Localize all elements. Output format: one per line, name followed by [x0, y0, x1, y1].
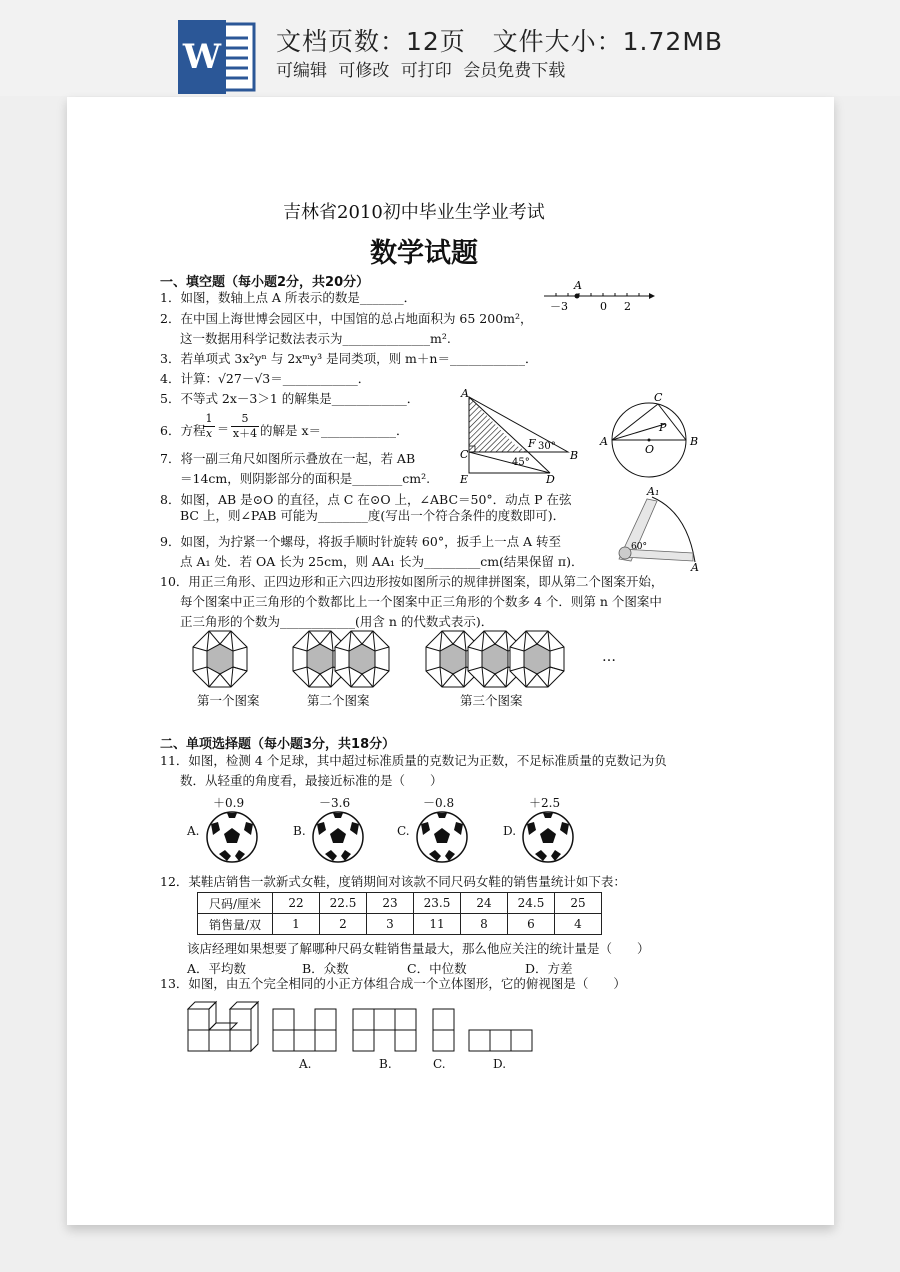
- question-2-line2: 这一数据用科学记数法表示为______________m².: [180, 331, 451, 346]
- ball-a-value: ＋0.9: [213, 796, 245, 810]
- table-cell: 2: [320, 914, 367, 935]
- tri-label-a: A: [461, 387, 469, 400]
- table-cell: 3: [367, 914, 414, 935]
- question-10-line1: 10．用正三角形、正四边形和正六四边形按如图所示的规律拼图案，即从第二个图案开始，: [160, 574, 664, 589]
- table-row: [198, 893, 602, 914]
- ball-d-letter: D.: [503, 824, 517, 838]
- question-12: 12．某鞋店销售一款新式女鞋，度销期间对该款不同尺码女鞋的销售量统计如下表：: [160, 874, 626, 889]
- cube-views-figure: [185, 997, 545, 1059]
- question-11-line2: 数．从轻重的角度看，最接近标准的是（ ）: [180, 773, 443, 788]
- question-1: 1．如图，数轴上点 A 所表示的数是_______．: [160, 290, 417, 305]
- tri-label-d: D: [546, 473, 555, 485]
- q13-option-b: B.: [379, 1057, 392, 1071]
- table-cell: 6: [508, 914, 555, 935]
- question-2-line1: 2．在中国上海世博会园区中，中国馆的总占地面积为 65 200m²，: [160, 311, 533, 326]
- question-9-line1: 9．如图，为拧紧一个螺母，将扳手顺时针旋转 60°，扳手上一点 A 转至: [160, 534, 562, 549]
- soccer-ball-icon: [205, 810, 259, 864]
- question-10-line3: 正三角形的个数为____________(用含 n 的代数式表示)．: [180, 614, 494, 629]
- tri-label-c: C: [460, 448, 469, 461]
- number-line-figure: [542, 277, 657, 313]
- q12-option-b: B．众数: [302, 961, 349, 976]
- tick-label-2: 2: [624, 300, 631, 313]
- question-8-line2: BC 上，则∠PAB 可能为________度(写出一个符合条件的度数即可)．: [180, 508, 566, 523]
- pattern-3-caption: 第三个图案: [460, 693, 523, 708]
- circle-label-o: O: [645, 443, 655, 456]
- question-13: 13．如图，由五个完全相同的小正方体组合成一个立体图形，它的俯视图是（ ）: [160, 976, 626, 991]
- tick-label-minus3: －3: [550, 300, 568, 313]
- question-10-line2: 每个图案中正三角形的个数都比上一个图案中正三角形的个数多 4 个．则第 n 个图案中: [180, 594, 662, 609]
- question-6-prefix: 6．方程: [160, 423, 206, 438]
- table-cell: 11: [414, 914, 461, 935]
- q12-option-a: A．平均数: [187, 961, 247, 976]
- wrench-label-a: A: [691, 561, 699, 572]
- ball-c-letter: C.: [397, 824, 410, 838]
- section-choice-heading: 二、单项选择题（每小题3分，共18分）: [160, 737, 396, 752]
- q13-option-a: A.: [299, 1057, 312, 1071]
- question-5: 5．不等式 2x－3＞1 的解集是____________．: [160, 391, 420, 406]
- wrench-label-a1: A₁: [647, 487, 660, 498]
- circle-label-a: A: [600, 435, 608, 448]
- question-9-line2: 点 A₁ 处．若 OA 长为 25cm，则 AA₁ 长为_________cm(结果保留 π)．: [180, 554, 584, 569]
- tri-angle-30: 30°: [538, 441, 556, 452]
- word-document-icon: [178, 20, 258, 94]
- q13-option-c: C.: [433, 1057, 446, 1071]
- question-6-suffix: 的解是 x＝____________．: [260, 423, 409, 438]
- tiling-pattern-1: [193, 631, 247, 687]
- shoe-size-table: [197, 892, 602, 935]
- circle-label-c: C: [654, 391, 663, 404]
- document-page: 吉林省2010初中毕业生学业考试 数学试题 一、填空题（每小题2分，共20分） 1．如图，数轴上点 A 所表示的数是_______． A －3 0 2 2．在中国上海世博会园区中，中国馆的总占地面积为 65 200m²， 这一数据用科学记数法表示为______________m². 3．若单项式 3x²yⁿ 与 2xᵐy³ 是同类项，则 m＋n＝____________． 4．计算：√27－√3＝____________． 5．不等式 2x－3＞1 的解集是____________． 6．方程 1 x ＝ 5 x＋4 的解是 x＝____________． A C F 30° B 45° E D C P A O B 7．将一副三角尺如图所示叠放在一起，若 AB ＝14cm，则阴影部分的面积是________cm². 8．如图，AB 是⊙O 的直径，点 C 在⊙O 上，∠ABC＝50°．动点 P 在弦 BC 上，则∠PAB 可能为________度(写出一个符合条件的度数即可)． A₁ 60° A 9．如图，为拧紧一个螺母，将扳手顺时针旋转 60°，扳手上一点 A 转至 点 A₁ 处．若 OA 长为 25cm，则 AA₁ 长为_________cm(结果保留 π)． 10．用正三角形、正四边形和正六四边形按如图所示的规律拼图案，即从第二个图案开始， 每个图案中正三角形的个数都比上一个图案中正三角形的个数多 4 个．则第 n 个图案中 正三角形的个数为____________(用含 n 的代数式表示)． … 第一个图案 第二个图案 第三个图案 二、单项选择题（每小题3分，共18分） 11．如图，检测 4 个足球，其中超过标准质量的克数记为正数，不足标准质量的克数记为负 数．从轻重的角度看，最接近标准的是（ ） ＋0.9 －3.6 －0.8 ＋2.5 A. B. C. D. 12．某鞋店销售一款新式女鞋，度销期间对该款不同尺码女鞋的销售量统计如下表： 尺码/厘米 22 22.5 23 23.5 24 24.5 25 销售量/双 1 2 3 11 8 6 4 该店经理如果想要了解哪种尺码女鞋销售量最大，那么他应关注的统计量是（ ） A．平均数 B．众数 C．中位数 D．方差 13．如图，由五个完全相同的小正方体组合成一个立体图形，它的俯视图是（ ） A. B. C. D.: [67, 97, 834, 1225]
- ball-c-value: －0.8: [423, 796, 455, 810]
- triangle-rulers-figure: [455, 385, 585, 485]
- table-row: [198, 914, 602, 935]
- soccer-ball-options: [187, 794, 607, 866]
- table-cell: 4: [555, 914, 602, 935]
- q12-option-c: C．中位数: [407, 961, 467, 976]
- pattern-2-caption: 第二个图案: [307, 693, 370, 708]
- table-header-size: 尺码/厘米: [198, 893, 273, 914]
- soccer-ball-icon: [521, 810, 575, 864]
- question-7-line2: ＝14cm，则阴影部分的面积是________cm².: [180, 471, 431, 486]
- fraction-2: 5 x＋4: [232, 412, 258, 440]
- table-cell: 22: [273, 893, 320, 914]
- table-cell: 24: [461, 893, 508, 914]
- file-info-text: 文档页数：12页 文件大小：1.72MB: [276, 27, 724, 56]
- pattern-ellipsis: …: [602, 649, 616, 665]
- table-header-sales: 销售量/双: [198, 914, 273, 935]
- q13-option-d: D.: [493, 1057, 507, 1071]
- question-4: 4．计算：√27－√3＝____________．: [160, 371, 371, 386]
- question-12-prompt: 该店经理如果想要了解哪种尺码女鞋销售量最大，那么他应关注的统计量是（ ）: [187, 941, 650, 956]
- feature-text: 可编辑 可修改 可打印 会员免费下载: [276, 61, 566, 81]
- pattern-1-caption: 第一个图案: [197, 693, 260, 708]
- ball-b-value: －3.6: [319, 796, 351, 810]
- table-cell: 22.5: [320, 893, 367, 914]
- section-fill-blank-heading: 一、填空题（每小题2分，共20分）: [160, 275, 370, 290]
- tick-label-0: 0: [600, 300, 607, 313]
- wrench-figure: [597, 487, 702, 572]
- soccer-ball-icon: [415, 810, 469, 864]
- tri-angle-45: 45°: [512, 457, 530, 468]
- point-a-label: A: [574, 279, 582, 292]
- fraction-1: 1 x: [203, 412, 215, 441]
- question-7-line1: 7．将一副三角尺如图所示叠放在一起，若 AB: [160, 451, 416, 466]
- table-cell: 25: [555, 893, 602, 914]
- circle-label-p: P: [659, 421, 667, 434]
- table-cell: 8: [461, 914, 508, 935]
- subject-title: 数学试题: [370, 238, 478, 269]
- table-cell: 1: [273, 914, 320, 935]
- tri-label-b: B: [570, 449, 579, 462]
- ball-d-value: ＋2.5: [529, 796, 561, 810]
- tiling-pattern-figures: [187, 629, 617, 697]
- question-11-line1: 11．如图，检测 4 个足球，其中超过标准质量的克数记为正数，不足标准质量的克数记为负: [160, 753, 667, 768]
- circle-figure: [597, 387, 705, 487]
- question-8-line1: 8．如图，AB 是⊙O 的直径，点 C 在⊙O 上，∠ABC＝50°．动点 P 在弦: [160, 492, 572, 507]
- wrench-angle: 60°: [631, 542, 647, 552]
- document-info-bar: [0, 0, 900, 96]
- exam-title: 吉林省2010初中毕业生学业考试: [283, 202, 545, 223]
- word-letter: W: [182, 37, 222, 77]
- tri-label-e: E: [460, 473, 469, 485]
- ball-a-letter: A.: [187, 824, 200, 838]
- circle-label-b: B: [690, 435, 699, 448]
- question-3: 3．若单项式 3x²yⁿ 与 2xᵐy³ 是同类项，则 m＋n＝____________．: [160, 351, 538, 366]
- table-cell: 23: [367, 893, 414, 914]
- ball-b-letter: B.: [293, 824, 306, 838]
- table-cell: 24.5: [508, 893, 555, 914]
- table-cell: 23.5: [414, 893, 461, 914]
- tri-label-f: F: [528, 437, 536, 450]
- q12-option-d: D．方差: [525, 961, 573, 976]
- soccer-ball-icon: [311, 810, 365, 864]
